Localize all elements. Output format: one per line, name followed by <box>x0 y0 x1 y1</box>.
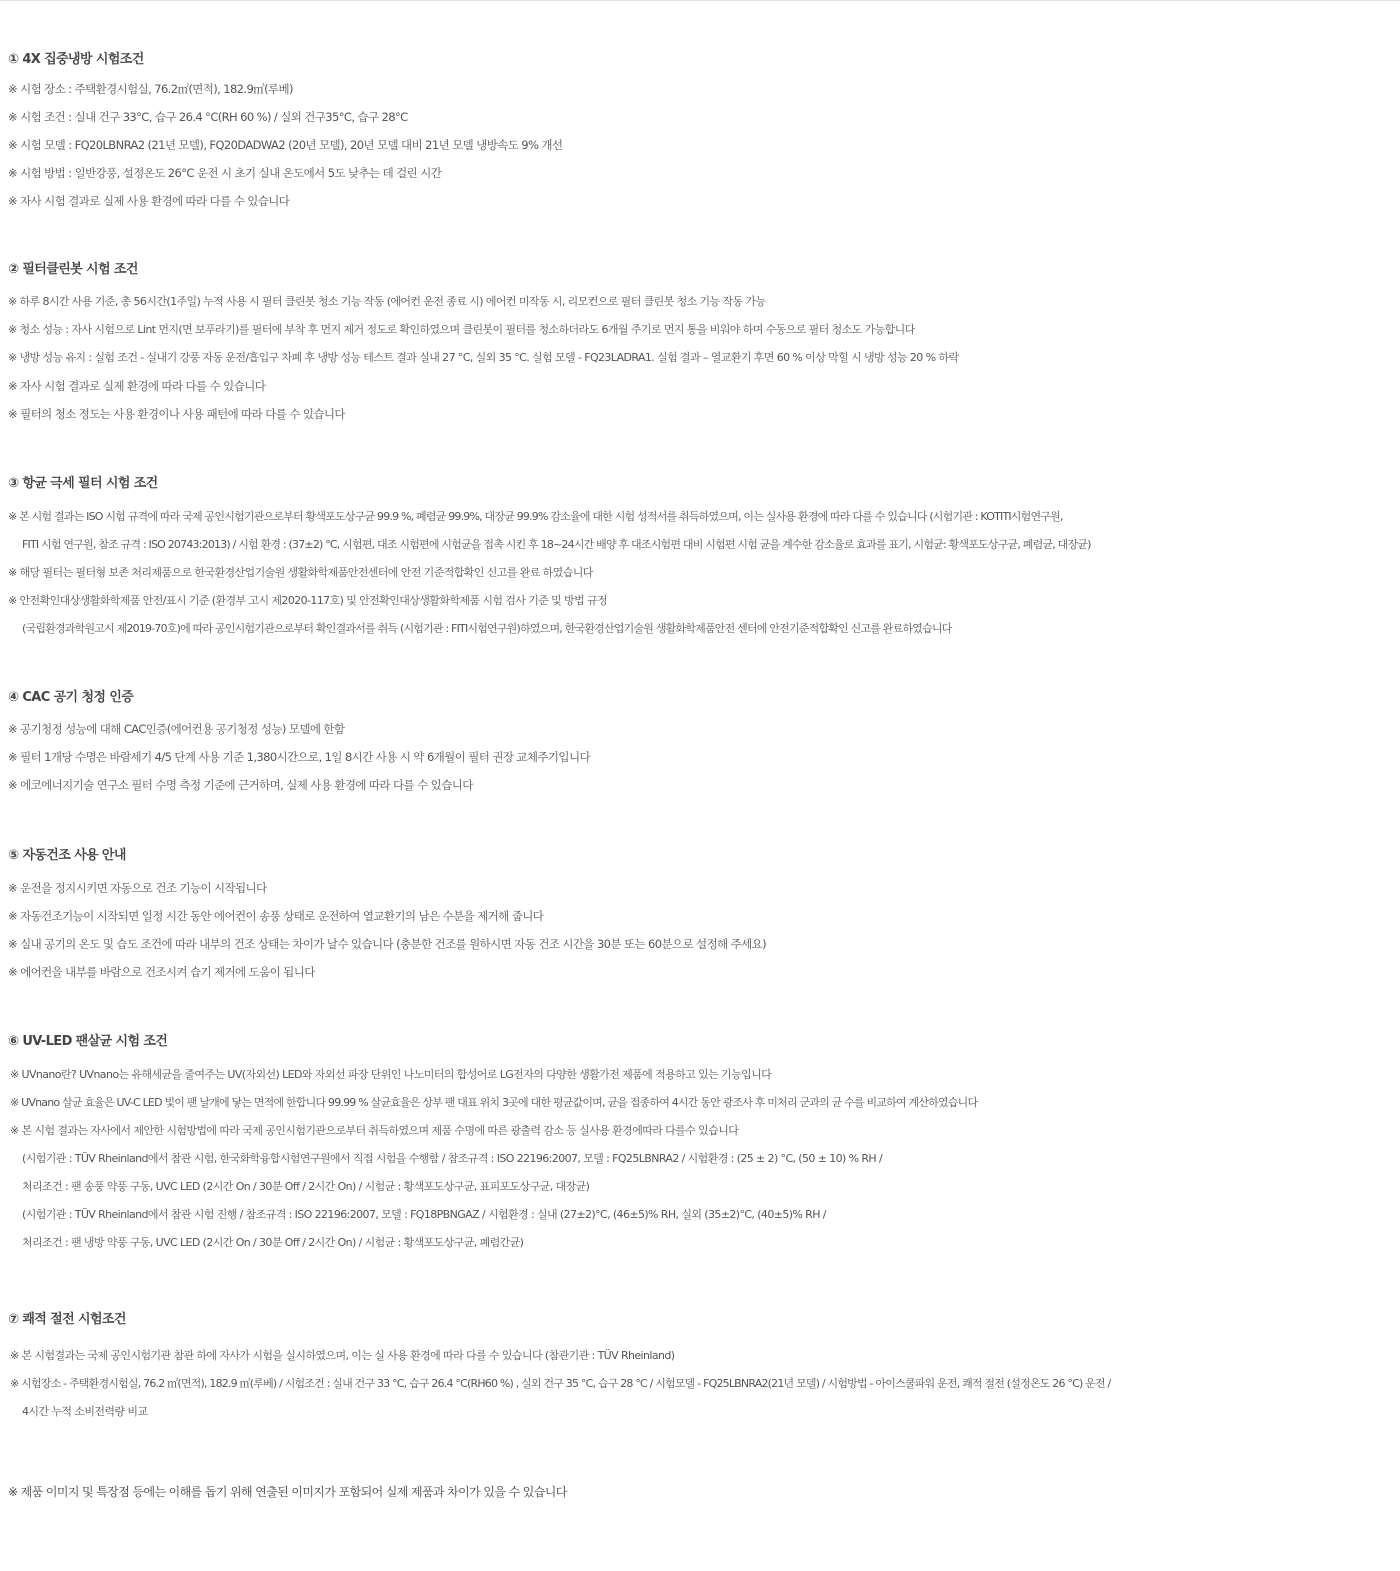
section-2-line-1: ※ 하루 8시간 사용 기준, 총 56시간(1주일) 누적 사용 시 필터 클린봇 청소 기능 작동 (에어컨 운전 종료 시) 에어컨 미작동 시, 리모컨으로 필터 클린봇 청소 기능 작동 가능 <box>8 295 766 308</box>
section-1-heading: ① 4X 집중냉방 시험조건 <box>8 52 144 67</box>
section-6-line-6: (시험기관 : TÜV Rheinland에서 참관 시험 진행 / 참조규격 : ISO 22196:2007, 모델 : FQ18PBNGAZ / 시험환경 : 실내 (27±2)°C, (46±5)% RH, 실외 (35±2)°C, (40±5)% RH / <box>22 1208 826 1221</box>
section-6-heading: ⑥ UV-LED 팬살균 시험 조건 <box>8 1034 168 1049</box>
section-6-line-3: ※ 본 시험 결과는 자사에서 제안한 시험방법에 따라 국제 공인시험기관으로부터 취득하였으며 제품 수명에 따른 광출력 감소 등 실사용 환경에따라 다를수 있습니다 <box>10 1124 739 1137</box>
section-3-line-3: ※ 해당 필터는 필터형 보존 처리제품으로 한국환경산업기술원 생활화학제품안전센터에 안전 기준적합확인 신고를 완료 하였습니다 <box>8 566 593 579</box>
section-1-line-2: ※ 시험 조건 : 실내 건구 33°C, 습구 26.4 °C(RH 60 %) / 실외 건구35°C, 습구 28°C <box>8 110 408 124</box>
section-2-heading: ② 필터클린봇 시험 조건 <box>8 262 138 277</box>
section-5-line-2: ※ 자동건조기능이 시작되면 일정 시간 동안 에어컨이 송풍 상태로 운전하여 열교환기의 남은 수분을 제거해 줍니다 <box>8 909 544 923</box>
section-7-line-3: 4시간 누적 소비전력량 비교 <box>22 1405 148 1418</box>
section-5-heading: ⑤ 자동건조 사용 안내 <box>8 848 126 863</box>
section-5-line-1: ※ 운전을 정지시키면 자동으로 건조 기능이 시작됩니다 <box>8 881 267 895</box>
section-4-line-1: ※ 공기청정 성능에 대해 CAC인증(에어컨용 공기청정 성능) 모델에 한함 <box>8 722 345 736</box>
section-5-line-4: ※ 에어컨을 내부를 바람으로 건조시켜 습기 제거에 도움이 됩니다 <box>8 965 315 979</box>
section-2-line-2: ※ 청소 성능 : 자사 시험으로 Lint 먼지(면 보푸라기)를 필터에 부착 후 먼지 제거 정도로 확인하였으며 클린봇이 필터를 청소하더라도 6개월 주기로 먼지 통을 비워야 하며 수동으로 필터 청소도 가능합니다 <box>8 323 915 336</box>
section-6-line-4: (시험기관 : TÜV Rheinland에서 참관 시험, 한국화학융합시험연구원에서 직접 시험을 수행함 / 참조규격 : ISO 22196:2007, 모델 : FQ25LBNRA2 / 시험환경 : (25 ± 2) °C, (50 ± 10) % RH / <box>22 1152 883 1165</box>
section-1-line-5: ※ 자사 시험 결과로 실제 사용 환경에 따라 다를 수 있습니다 <box>8 194 290 208</box>
section-7-line-1: ※ 본 시험결과는 국제 공인시험기관 참관 하에 자사가 시험을 실시하였으며, 이는 실 사용 환경에 따라 다를 수 있습니다 (참관기관 : TÜV Rheinland) <box>10 1349 675 1362</box>
section-2-line-5: ※ 필터의 청소 정도는 사용 환경이나 사용 패턴에 따라 다를 수 있습니다 <box>8 407 345 421</box>
section-1-line-4: ※ 시험 방법 : 일반강풍, 설정온도 26°C 운전 시 초기 실내 온도에서 5도 낮추는 데 걸린 시간 <box>8 166 442 180</box>
section-6-line-1: ※ UVnano란? UVnano는 유해세균을 줄여주는 UV(자외선) LED와 자외선 파장 단위인 나노미터의 합성어로 LG전자의 다양한 생활가전 제품에 적용하고 있는 기능입니다 <box>10 1068 772 1081</box>
section-2-line-4: ※ 자사 시험 결과로 실제 환경에 따라 다를 수 있습니다 <box>8 379 266 393</box>
section-7-line-2: ※ 시험장소 - 주택환경시험실, 76.2 ㎡(면적), 182.9 ㎥(루베) / 시험조건 : 실내 건구 33 °C, 습구 26.4 °C(RH60 %) , 실외 건구 35 °C, 습구 28 °C / 시험모델 - FQ25LBNRA2(21년 모델) / 시험방법 - 아이스쿨파워 운전, 쾌적 절전 (설정온도 26 °C) 운전 / <box>10 1377 1111 1390</box>
section-5-line-3: ※ 실내 공기의 온도 및 습도 조건에 따라 내부의 건조 상태는 차이가 날수 있습니다 (충분한 건조를 원하시면 자동 건조 시간을 30분 또는 60분으로 설정해 주세요) <box>8 937 767 951</box>
section-3-line-5: (국립환경과학원고시 제2019-70호)에 따라 공인시험기관으로부터 확인결과서를 취득 (시험기관 : FITI시험연구원)하였으며, 한국환경산업기술원 생활화학제품안전 센터에 안전기준적합확인 신고를 완료하였습니다 <box>22 622 952 635</box>
section-4-line-3: ※ 에코에너지기술 연구소 필터 수명 측정 기준에 근거하며, 실제 사용 환경에 따라 다를 수 있습니다 <box>8 778 473 792</box>
top-divider <box>0 0 1400 1</box>
section-7-heading: ⑦ 쾌적 절전 시험조건 <box>8 1312 126 1327</box>
section-3-heading: ③ 항균 극세 필터 시험 조건 <box>8 476 158 491</box>
section-3-line-4: ※ 안전확인대상생활화학제품 안전/표시 기준 (환경부 고시 제2020-117호) 및 안전확인대상생활화학제품 시험 검사 기준 및 방법 규정 <box>8 594 608 607</box>
section-6-line-5: 처리조건 : 팬 송풍 약풍 구동, UVC LED (2시간 On / 30분 Off / 2시간 On) / 시험균 : 황색포도상구균, 표피포도상구균, 대장균) <box>22 1180 590 1193</box>
section-1-line-3: ※ 시험 모델 : FQ20LBNRA2 (21년 모델), FQ20DADWA2 (20년 모델), 20년 모델 대비 21년 모델 냉방속도 9% 개선 <box>8 138 563 152</box>
footer-disclaimer: ※ 제품 이미지 및 특장점 등에는 이해를 돕기 위해 연출된 이미지가 포함되어 실제 제품과 차이가 있을 수 있습니다 <box>8 1485 567 1499</box>
section-4-heading: ④ CAC 공기 청정 인증 <box>8 690 134 705</box>
section-4-line-2: ※ 필터 1개당 수명은 바람세기 4/5 단계 사용 기준 1,380시간으로, 1일 8시간 사용 시 약 6개월이 필터 권장 교체주기입니다 <box>8 750 590 764</box>
section-3-line-1: ※ 본 시험 결과는 ISO 시험 규격에 따라 국제 공인시험기관으로부터 황색포도상구균 99.9 %, 폐렴균 99.9%, 대장균 99.9% 감소율에 대한 시험 성적서를 취득하였으며, 이는 실사용 환경에 따라 다를 수 있습니다 (시험기관 : KOTITI시험연구원, <box>8 510 1063 523</box>
section-6-line-7: 처리조건 : 팬 냉방 약풍 구동, UVC LED (2시간 On / 30분 Off / 2시간 On) / 시험균 : 황색포도상구균, 폐렴간균) <box>22 1236 524 1249</box>
section-1-line-1: ※ 시험 장소 : 주택환경시험실, 76.2㎡(면적), 182.9㎥(루베) <box>8 82 293 96</box>
section-6-line-2: ※ UVnano 살균 효율은 UV-C LED 빛이 팬 날개에 닿는 면적에 한합니다 99.99 % 살균효율은 상부 팬 대표 위치 3곳에 대한 평균값이며, 균을 접종하여 4시간 동안 광조사 후 미처리 군과의 균 수를 비교하여 계산하였습니다 <box>10 1096 978 1109</box>
section-2-line-3: ※ 냉방 성능 유지 : 실험 조건 - 실내기 강풍 자동 운전/흡입구 차폐 후 냉방 성능 테스트 결과 실내 27 °C, 실외 35 °C. 실험 모델 - FQ23LADRA1. 실험 결과 – 열교환기 후면 60 % 이상 막힐 시 냉방 성능 20 % 하락 <box>8 351 959 364</box>
section-3-line-2: FITI 시험 연구원, 참조 규격 : ISO 20743:2013) / 시험 환경 : (37±2) °C, 시험편, 대조 시험편에 시험균을 접촉 시킨 후 18~24시간 배양 후 대조시험편 대비 시험편 시험 균을 계수한 감소율로 효과를 표기, 시험균: 황색포도상구균, 폐렴균, 대장균) <box>22 538 1091 551</box>
